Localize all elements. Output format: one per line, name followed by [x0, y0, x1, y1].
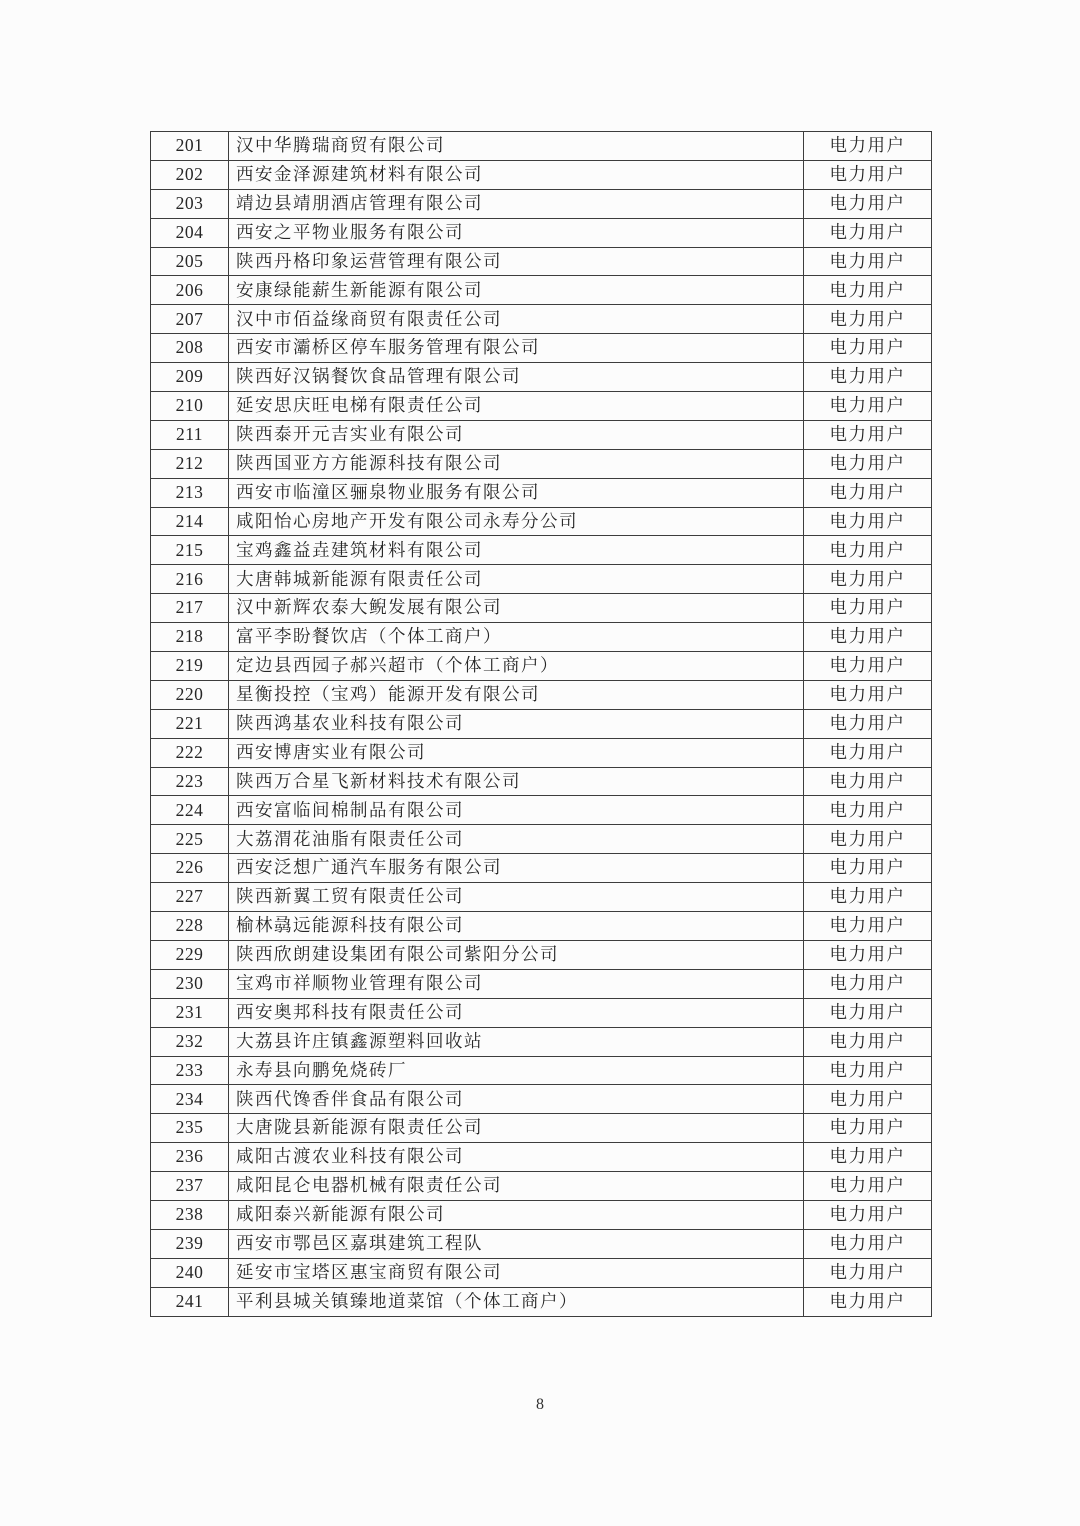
row-number: 202 — [151, 160, 229, 189]
user-category: 电力用户 — [804, 160, 932, 189]
row-number: 212 — [151, 449, 229, 478]
row-number: 211 — [151, 420, 229, 449]
table-row — [151, 680, 932, 709]
row-number: 230 — [151, 969, 229, 998]
company-name: 榆林骉远能源科技有限公司 — [229, 912, 804, 941]
table-row — [151, 334, 932, 363]
user-category: 电力用户 — [804, 883, 932, 912]
table-row — [151, 854, 932, 883]
company-name: 宝鸡鑫益垚建筑材料有限公司 — [229, 536, 804, 565]
user-category: 电力用户 — [804, 420, 932, 449]
company-name: 富平李盼餐饮店（个体工商户） — [229, 623, 804, 652]
table-row — [151, 363, 932, 392]
row-number: 224 — [151, 796, 229, 825]
table-row — [151, 623, 932, 652]
row-number: 220 — [151, 680, 229, 709]
row-number: 237 — [151, 1172, 229, 1201]
table-row — [151, 796, 932, 825]
power-user-list-table — [150, 131, 932, 1317]
row-number: 201 — [151, 132, 229, 161]
table-row — [151, 218, 932, 247]
table-row — [151, 1172, 932, 1201]
table-row — [151, 160, 932, 189]
row-number: 215 — [151, 536, 229, 565]
user-category: 电力用户 — [804, 1085, 932, 1114]
page-number: 8 — [536, 1396, 544, 1413]
user-category: 电力用户 — [804, 478, 932, 507]
user-category: 电力用户 — [804, 709, 932, 738]
table-row — [151, 420, 932, 449]
row-number: 217 — [151, 594, 229, 623]
table-row — [151, 478, 932, 507]
user-category: 电力用户 — [804, 1143, 932, 1172]
user-category: 电力用户 — [804, 680, 932, 709]
company-name: 安康绿能薪生新能源有限公司 — [229, 276, 804, 305]
company-name: 宝鸡市祥顺物业管理有限公司 — [229, 969, 804, 998]
user-category: 电力用户 — [804, 998, 932, 1027]
row-number: 222 — [151, 738, 229, 767]
row-number: 239 — [151, 1229, 229, 1258]
company-name: 永寿县向鹏免烧砖厂 — [229, 1056, 804, 1085]
company-name: 大荔县许庄镇鑫源塑料回收站 — [229, 1027, 804, 1056]
company-name: 陕西泰开元吉实业有限公司 — [229, 420, 804, 449]
row-number: 236 — [151, 1143, 229, 1172]
user-category: 电力用户 — [804, 1027, 932, 1056]
company-name: 西安之平物业服务有限公司 — [229, 218, 804, 247]
user-category: 电力用户 — [804, 189, 932, 218]
row-number: 227 — [151, 883, 229, 912]
user-category: 电力用户 — [804, 940, 932, 969]
row-number: 238 — [151, 1200, 229, 1229]
row-number: 207 — [151, 305, 229, 334]
company-name: 西安博唐实业有限公司 — [229, 738, 804, 767]
user-category: 电力用户 — [804, 1229, 932, 1258]
company-name: 西安市临潼区骊泉物业服务有限公司 — [229, 478, 804, 507]
user-category: 电力用户 — [804, 1056, 932, 1085]
table-row — [151, 565, 932, 594]
row-number: 216 — [151, 565, 229, 594]
row-number: 235 — [151, 1114, 229, 1143]
row-number: 205 — [151, 247, 229, 276]
user-category: 电力用户 — [804, 1172, 932, 1201]
company-name: 咸阳昆仑电器机械有限责任公司 — [229, 1172, 804, 1201]
company-name: 咸阳古渡农业科技有限公司 — [229, 1143, 804, 1172]
company-name: 大唐陇县新能源有限责任公司 — [229, 1114, 804, 1143]
row-number: 229 — [151, 940, 229, 969]
table-row — [151, 1200, 932, 1229]
user-category: 电力用户 — [804, 565, 932, 594]
company-name: 延安思庆旺电梯有限责任公司 — [229, 392, 804, 421]
user-category: 电力用户 — [804, 1114, 932, 1143]
table-row — [151, 594, 932, 623]
table-row — [151, 132, 932, 161]
user-category: 电力用户 — [804, 247, 932, 276]
user-category: 电力用户 — [804, 449, 932, 478]
row-number: 240 — [151, 1258, 229, 1287]
table-row — [151, 652, 932, 681]
company-name: 星衡投控（宝鸡）能源开发有限公司 — [229, 680, 804, 709]
table-row — [151, 507, 932, 536]
row-number: 228 — [151, 912, 229, 941]
user-category: 电力用户 — [804, 1258, 932, 1287]
user-category: 电力用户 — [804, 132, 932, 161]
user-category: 电力用户 — [804, 854, 932, 883]
company-name: 陕西代馋香伴食品有限公司 — [229, 1085, 804, 1114]
user-category: 电力用户 — [804, 276, 932, 305]
row-number: 214 — [151, 507, 229, 536]
table-row — [151, 969, 932, 998]
user-category: 电力用户 — [804, 1200, 932, 1229]
table-row — [151, 709, 932, 738]
table-row — [151, 392, 932, 421]
table-row — [151, 1229, 932, 1258]
user-category: 电力用户 — [804, 305, 932, 334]
company-name: 延安市宝塔区惠宝商贸有限公司 — [229, 1258, 804, 1287]
user-category: 电力用户 — [804, 334, 932, 363]
table-row — [151, 1085, 932, 1114]
table-row — [151, 449, 932, 478]
row-number: 206 — [151, 276, 229, 305]
table-row — [151, 1056, 932, 1085]
user-category: 电力用户 — [804, 594, 932, 623]
company-name: 靖边县靖朋酒店管理有限公司 — [229, 189, 804, 218]
company-name: 西安金泽源建筑材料有限公司 — [229, 160, 804, 189]
table-row — [151, 998, 932, 1027]
row-number: 223 — [151, 767, 229, 796]
table-row — [151, 536, 932, 565]
table-row — [151, 738, 932, 767]
company-name: 西安泛想广通汽车服务有限公司 — [229, 854, 804, 883]
company-name: 陕西国亚方方能源科技有限公司 — [229, 449, 804, 478]
table-row — [151, 189, 932, 218]
company-name: 咸阳泰兴新能源有限公司 — [229, 1200, 804, 1229]
row-number: 209 — [151, 363, 229, 392]
company-name: 西安市鄂邑区嘉琪建筑工程队 — [229, 1229, 804, 1258]
row-number: 221 — [151, 709, 229, 738]
company-name: 西安奥邦科技有限责任公司 — [229, 998, 804, 1027]
company-name: 汉中华腾瑞商贸有限公司 — [229, 132, 804, 161]
table-row — [151, 825, 932, 854]
company-name: 汉中新辉农泰大鲵发展有限公司 — [229, 594, 804, 623]
user-category: 电力用户 — [804, 825, 932, 854]
table-row — [151, 767, 932, 796]
row-number: 218 — [151, 623, 229, 652]
table-row — [151, 276, 932, 305]
company-name: 大唐韩城新能源有限责任公司 — [229, 565, 804, 594]
user-category: 电力用户 — [804, 652, 932, 681]
company-name: 咸阳怡心房地产开发有限公司永寿分公司 — [229, 507, 804, 536]
row-number: 204 — [151, 218, 229, 247]
row-number: 203 — [151, 189, 229, 218]
user-category: 电力用户 — [804, 738, 932, 767]
row-number: 219 — [151, 652, 229, 681]
row-number: 231 — [151, 998, 229, 1027]
table-row — [151, 1027, 932, 1056]
user-category: 电力用户 — [804, 1287, 932, 1316]
company-name: 陕西好汉锅餐饮食品管理有限公司 — [229, 363, 804, 392]
row-number: 210 — [151, 392, 229, 421]
company-name: 陕西新翼工贸有限责任公司 — [229, 883, 804, 912]
user-category: 电力用户 — [804, 536, 932, 565]
company-name: 汉中市佰益缘商贸有限责任公司 — [229, 305, 804, 334]
table-row — [151, 305, 932, 334]
company-name: 西安富临间棉制品有限公司 — [229, 796, 804, 825]
user-category: 电力用户 — [804, 623, 932, 652]
user-category: 电力用户 — [804, 363, 932, 392]
user-category: 电力用户 — [804, 796, 932, 825]
table-row — [151, 912, 932, 941]
user-category: 电力用户 — [804, 507, 932, 536]
row-number: 233 — [151, 1056, 229, 1085]
user-category: 电力用户 — [804, 392, 932, 421]
user-category: 电力用户 — [804, 218, 932, 247]
company-name: 定边县西园子郝兴超市（个体工商户） — [229, 652, 804, 681]
company-name: 陕西鸿基农业科技有限公司 — [229, 709, 804, 738]
table-body — [151, 132, 932, 1317]
table-row — [151, 1287, 932, 1316]
user-category: 电力用户 — [804, 767, 932, 796]
company-name: 平利县城关镇臻地道菜馆（个体工商户） — [229, 1287, 804, 1316]
table-row — [151, 1143, 932, 1172]
table-row — [151, 940, 932, 969]
row-number: 241 — [151, 1287, 229, 1316]
company-name: 陕西万合星飞新材料技术有限公司 — [229, 767, 804, 796]
user-category: 电力用户 — [804, 969, 932, 998]
row-number: 225 — [151, 825, 229, 854]
table-row — [151, 1258, 932, 1287]
table-row — [151, 1114, 932, 1143]
table-row — [151, 247, 932, 276]
company-name: 大荔渭花油脂有限责任公司 — [229, 825, 804, 854]
company-name: 陕西欣朗建设集团有限公司紫阳分公司 — [229, 940, 804, 969]
row-number: 208 — [151, 334, 229, 363]
row-number: 232 — [151, 1027, 229, 1056]
row-number: 213 — [151, 478, 229, 507]
company-name: 陕西丹格印象运营管理有限公司 — [229, 247, 804, 276]
row-number: 226 — [151, 854, 229, 883]
user-category: 电力用户 — [804, 912, 932, 941]
table-row — [151, 883, 932, 912]
row-number: 234 — [151, 1085, 229, 1114]
company-name: 西安市灞桥区停车服务管理有限公司 — [229, 334, 804, 363]
